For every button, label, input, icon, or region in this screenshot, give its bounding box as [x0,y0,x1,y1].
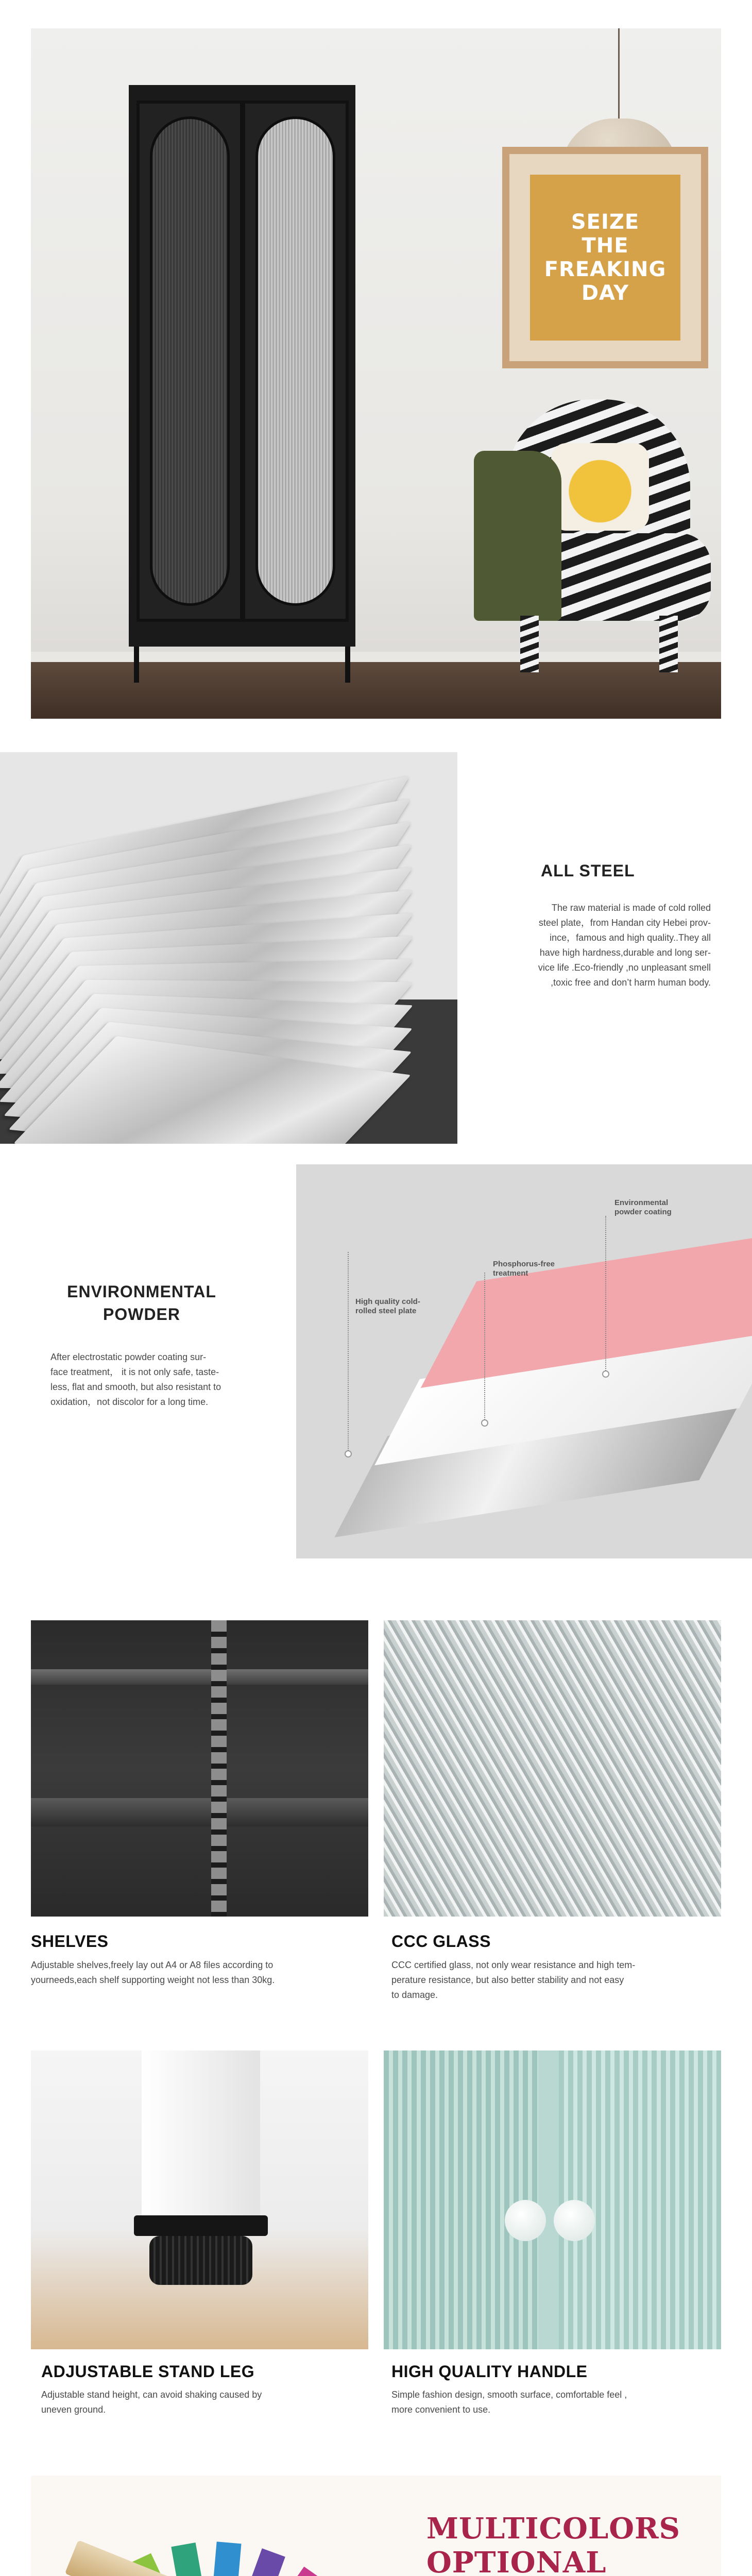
fluted-glass-door [559,2050,721,2349]
chair-leg [520,616,539,672]
lamp-cord [618,28,620,121]
text-line: oxidation，not discolor for a long time. [50,1397,209,1407]
powder-title [52,1280,232,1326]
yellow-pillow [551,443,649,531]
fluted-glass-image [384,1620,721,1917]
leader-line [605,1216,606,1373]
cabinet-leg-white [142,2050,260,2221]
text-line: face treatment， it is not only safe, taste- [50,1367,219,1377]
cabinet-left-door [136,100,243,622]
cabinet-right-door [242,100,349,622]
text-line: The raw material is made of cold rolled [551,903,711,913]
leader-line [484,1273,485,1422]
powder-coating-label [614,1198,672,1217]
text-line: Simple fashion design, smooth surface, comfortable feel , [391,2389,627,2400]
coating-layers-image [296,1164,752,1558]
hero-room-image [31,28,721,719]
steel-sheets-image [0,752,457,1144]
text-line: ,toxic free and don’t harm human body. [551,977,711,988]
chair-leg [659,616,678,672]
text-line: After electrostatic powder coating sur- [50,1352,207,1362]
label-line: rolled steel plate [355,1307,417,1315]
label-line: treatment [493,1269,528,1278]
poster-line: DAY [581,281,629,305]
shelf-rail [211,1620,227,1917]
poster [530,175,680,341]
title-line: MULTICOLORS [426,2512,680,2546]
round-knob [554,2200,595,2241]
text-line: ince，famous and high quality..They all [550,933,711,943]
marker-dot [345,1450,352,1458]
multicolors-title [426,2512,680,2576]
marker-dot [602,1370,609,1378]
title-line: ENVIRONMENTAL [67,1282,216,1301]
label-line: Environmental [614,1198,669,1207]
poster-line: THE [582,234,629,258]
title-line: POWDER [103,1305,180,1324]
poster-line: SEIZE [571,210,640,234]
adjustable-foot [149,2236,252,2285]
leader-line [348,1252,349,1453]
round-knob [505,2200,546,2241]
leg-bracket [134,2215,268,2236]
cabinet-leg [134,647,139,683]
fluted-glass-door [384,2050,538,2349]
text-line: have high hardness,durable and long ser- [539,947,711,958]
black-glass-cabinet [129,85,355,647]
handle-image [384,2050,721,2349]
text-line: Adjustable shelves,freely lay out A4 or A8 files according to [31,1960,274,1970]
steel-plate-label [355,1297,420,1316]
stand-leg-image [31,2050,368,2349]
text-line: less, flat and smooth, but also resistant to [50,1382,221,1392]
label-line: powder coating [614,1208,672,1216]
text-line: uneven ground. [41,2404,106,2415]
fluted-glass-panel [150,116,230,606]
label-line: Phosphorus-free [493,1260,555,1268]
text-line: perature resistance, but also better stability and not easy [391,1975,624,1985]
shelves-title: SHELVES [31,1932,109,1951]
text-line: CCC certified glass, not only wear resistance and high tem- [391,1960,636,1970]
handle-title: HIGH QUALITY HANDLE [391,2362,588,2381]
poster-line: FREAKING [544,258,666,281]
text-line: yourneeds,each shelf supporting weight not less than 30kg. [31,1975,275,1985]
multicolors-section [31,2476,721,2576]
title-line: OPTIONAL [426,2546,607,2576]
striped-armchair [474,399,716,667]
text-line: more convenient to use. [391,2404,491,2415]
text-line: Adjustable stand height, can avoid shaking caused by [41,2389,262,2400]
stand-leg-title: ADJUSTABLE STAND LEG [41,2362,255,2381]
cabinet-leg [345,647,350,683]
label-line: High quality cold- [355,1297,420,1306]
glass-title: CCC GLASS [391,1932,491,1951]
shelf-board [31,1798,368,1826]
text-line: steel plate，from Handan city Hebei prov- [538,918,711,928]
all-steel-title: ALL STEEL [541,861,635,880]
text-line: vice life .Eco-friendly ,no unpleasant smell [538,962,711,973]
green-throw-blanket [474,451,561,621]
wall-poster-frame [502,147,708,368]
phosphorus-label [493,1260,555,1278]
fluted-glass-panel [255,116,335,606]
shelf-board [31,1669,368,1685]
marker-dot [481,1419,488,1427]
color-swatch [201,2541,241,2576]
shelves-image [31,1620,368,1917]
text-line: to damage. [391,1990,438,2000]
